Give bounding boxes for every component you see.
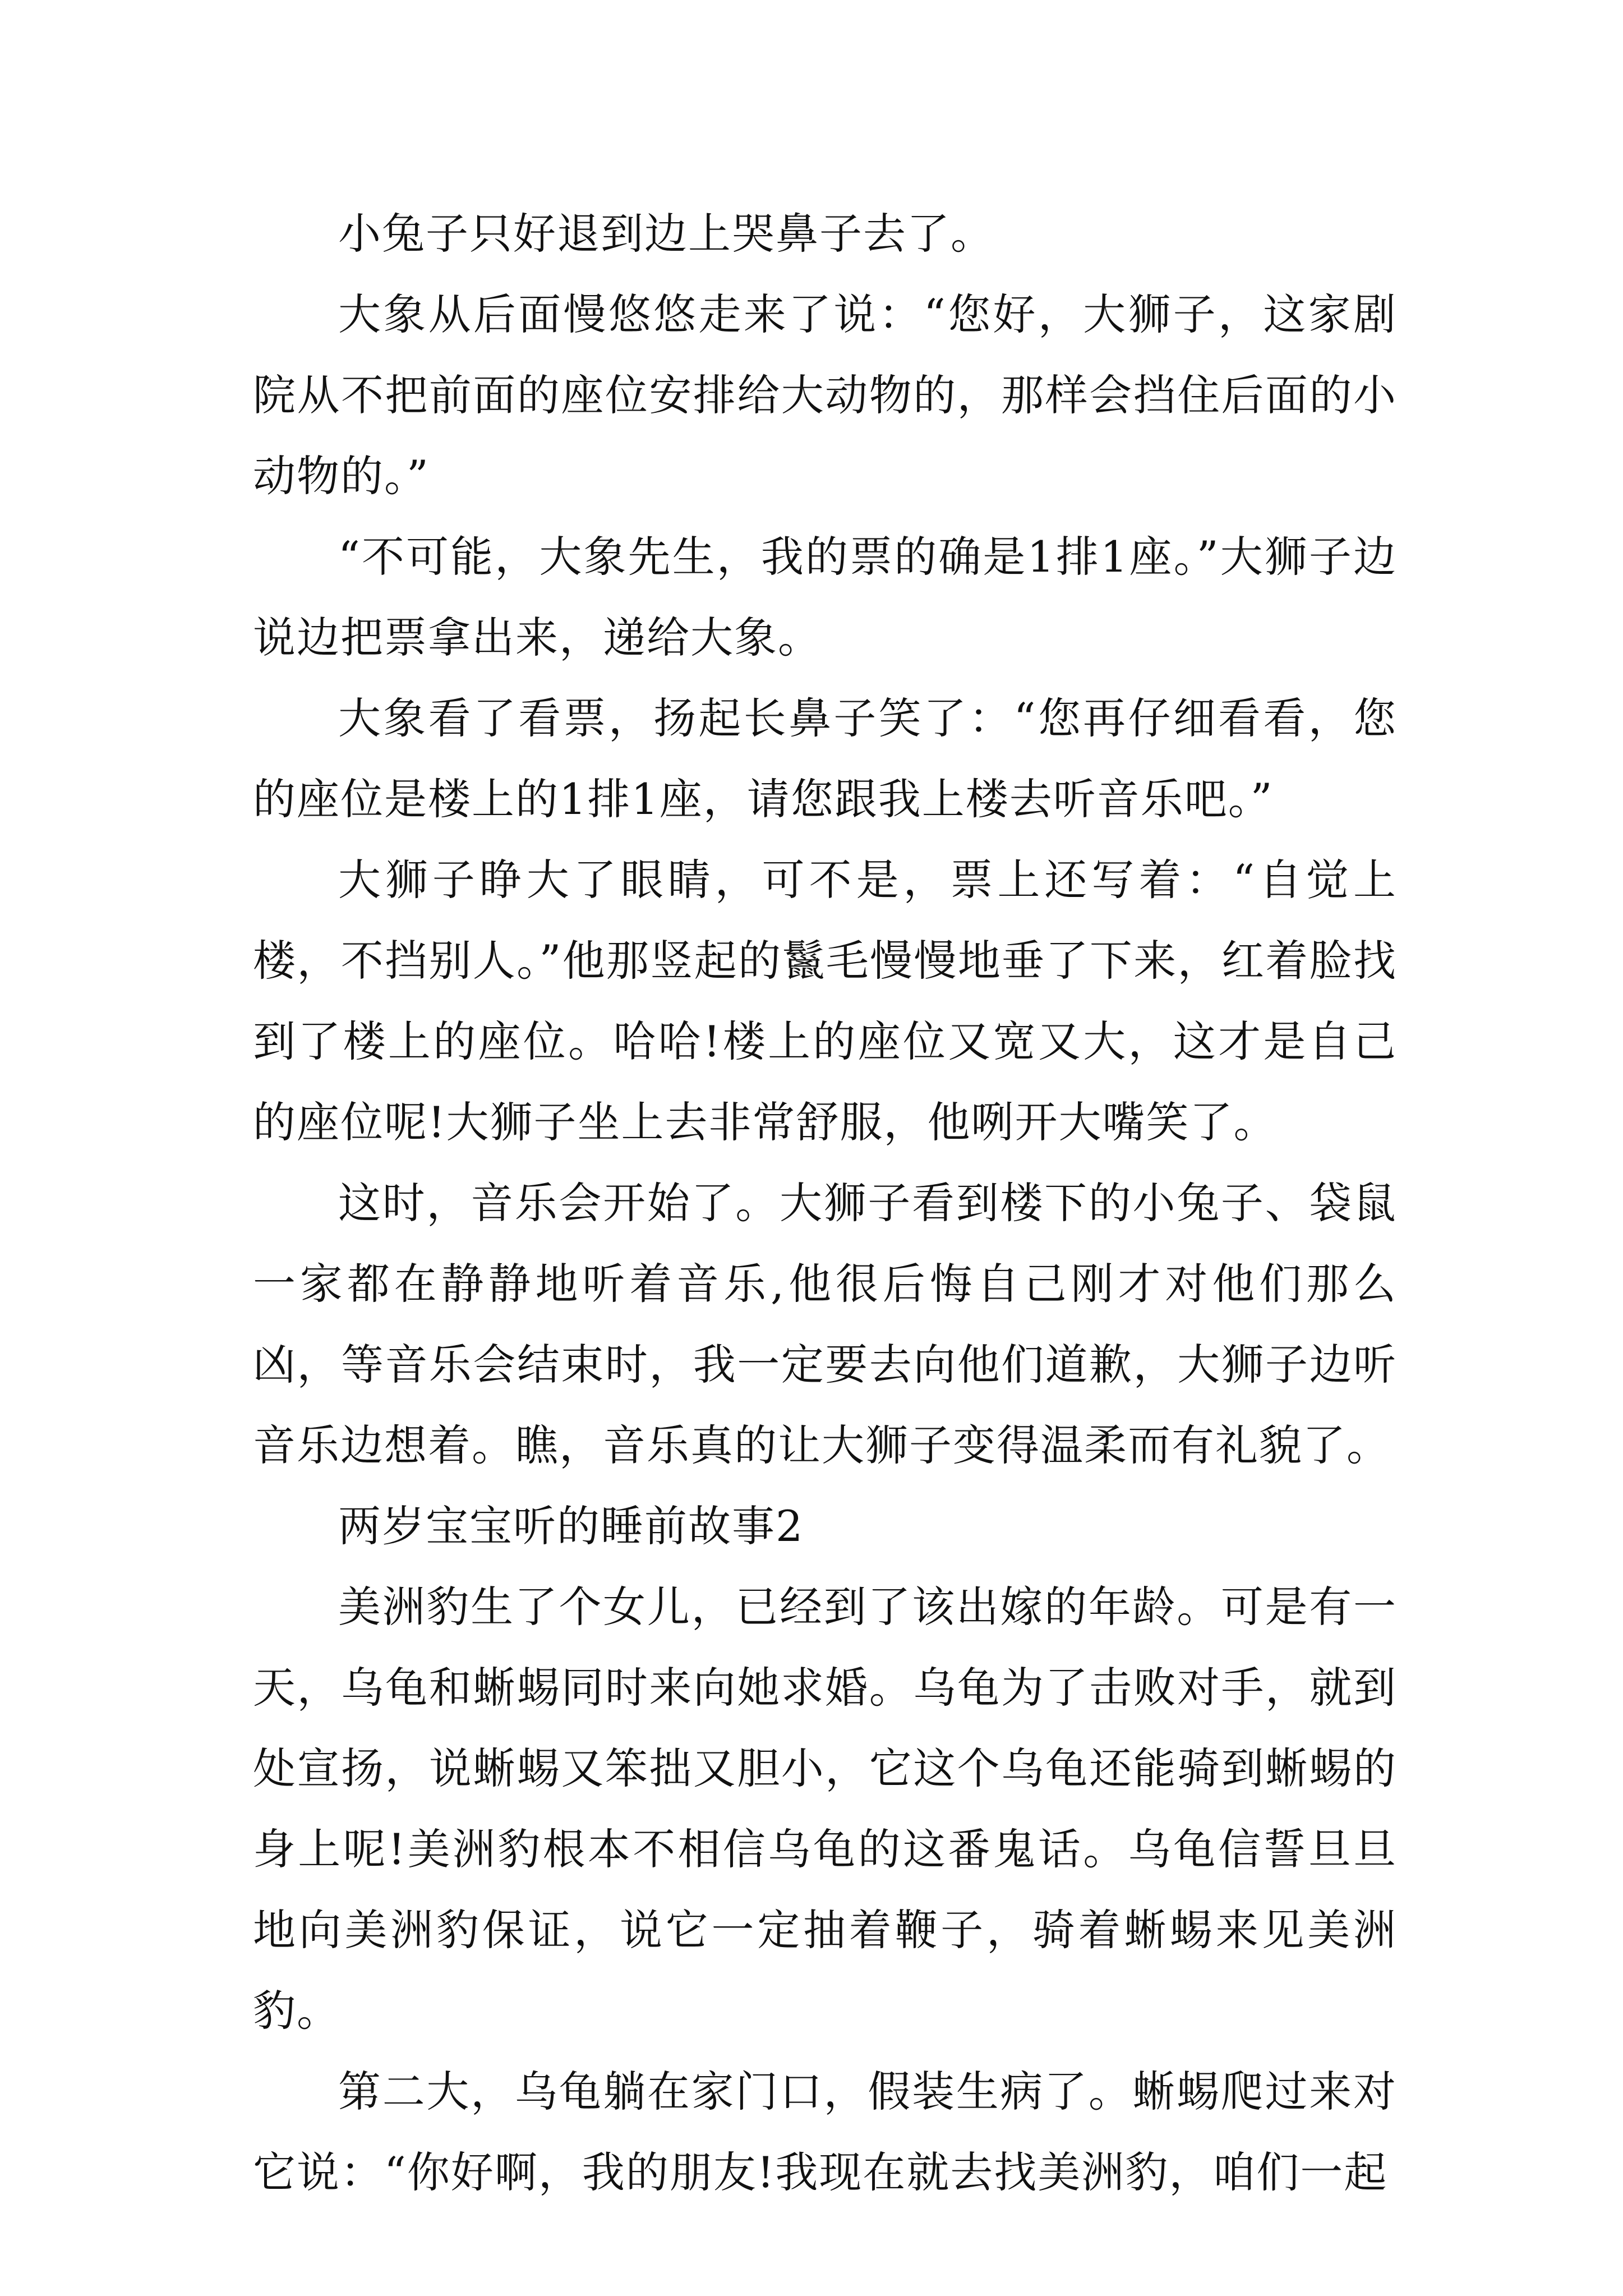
paragraph-turtle-pretends: 第二大，乌龟躺在家门口，假装生病了。蜥蜴爬过来对它说：“你好啊，我的朋友!我现在就去找美洲豹，咱们一起	[253, 2067, 1397, 2197]
paragraph-concert-begins: 这时，音乐会开始了。大狮子看到楼下的小兔子、袋鼠一家都在静静地听着音乐,他很后悔自己刚才对他们那么凶，等音乐会结束时，我一定要去向他们道歉，大狮子边听音乐边想着。瞧，音乐真的让大狮子变得温柔而有礼貌了。	[253, 1178, 1397, 1470]
text-column	[253, 194, 1397, 2213]
paragraph-rabbit-cries: 小兔子只好退到边上哭鼻子去了。	[338, 209, 994, 259]
paragraph-elephant-checks-ticket: 大象看了看票，扬起长鼻子笑了：“您再仔细看看，您的座位是楼上的1排1座，请您跟我上楼去听音乐吧。”	[253, 693, 1397, 824]
paragraph-jaguar-daughter: 美洲豹生了个女儿，已经到了该出嫁的年龄。可是有一天，乌龟和蜥蜴同时来向她求婚。乌龟为了击败对手，就到处宣扬，说蜥蜴又笨拙又胆小，它这个乌龟还能骑到蜥蜴的身上呢!美洲豹根本不相信乌龟的这番鬼话。乌龟信誓旦旦地向美洲豹保证，说它一定抽着鞭子，骑着蜥蜴来见美洲豹。	[253, 1582, 1397, 2036]
story-title: 两岁宝宝听的睡前故事2	[338, 1501, 804, 1551]
paragraph-lion-reply: “不可能，大象先生，我的票的确是1排1座。”大狮子边说边把票拿出来，递给大象。	[253, 532, 1397, 662]
paragraph-lion-upstairs: 大狮子睁大了眼睛，可不是，票上还写着：“自觉上楼，不挡别人。”他那竖起的鬣毛慢慢地垂了下来，红着脸找到了楼上的座位。哈哈!楼上的座位又宽又大，这才是自己的座位呢!大狮子坐上去非常舒服，他咧开大嘴笑了。	[253, 855, 1397, 1147]
paragraph-elephant-speaks: 大象从后面慢悠悠走来了说：“您好，大狮子，这家剧院从不把前面的座位安排给大动物的，那样会挡住后面的小动物的。”	[253, 289, 1397, 501]
